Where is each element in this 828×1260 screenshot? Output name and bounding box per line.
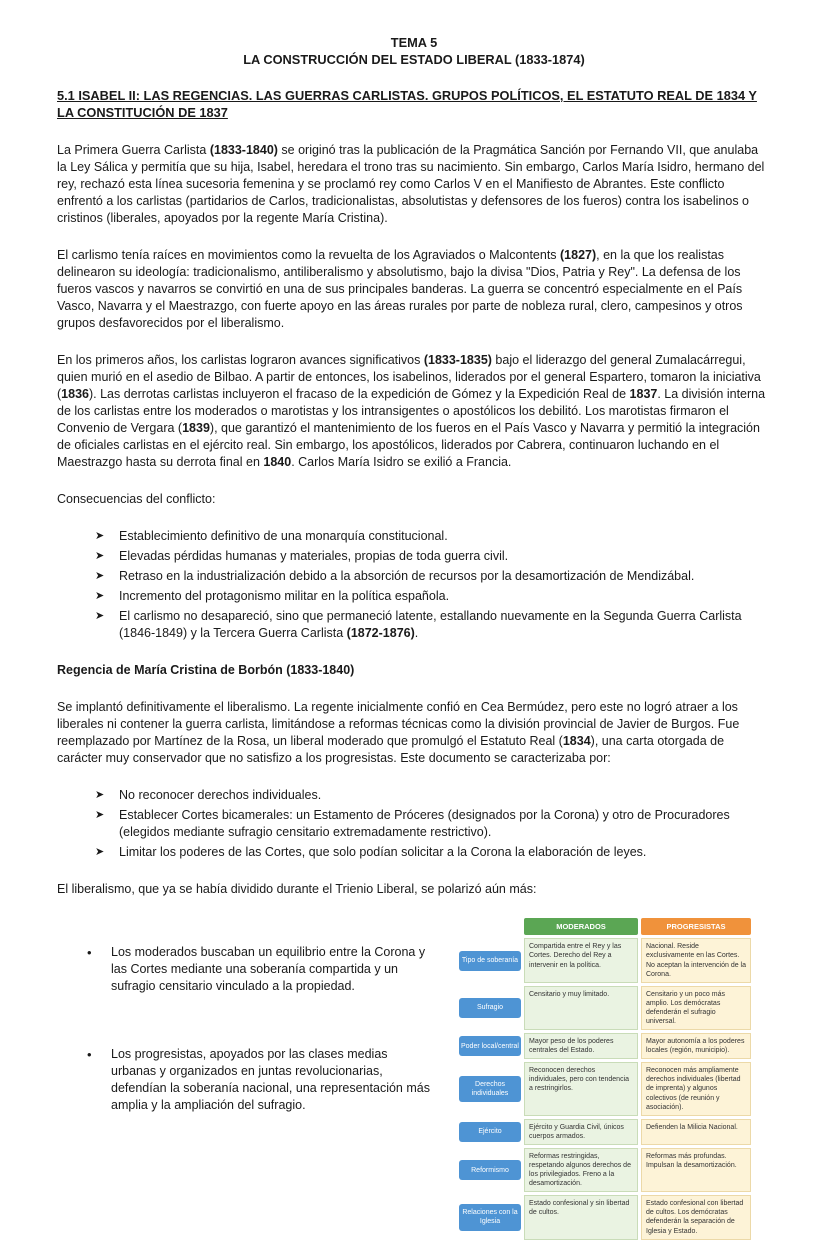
moderados-header: MODERADOS bbox=[524, 918, 638, 936]
row-label: Tipo de soberanía bbox=[459, 951, 521, 971]
moderados-bullet bbox=[87, 944, 433, 998]
list-item bbox=[95, 568, 771, 585]
row-label: Derechos individuales bbox=[459, 1076, 521, 1102]
title-line-2: LA CONSTRUCCIÓN DEL ESTADO LIBERAL (1833-1874) bbox=[243, 52, 585, 68]
polarization-bullets bbox=[57, 918, 433, 1117]
arrow-bullet-icon: ➤ bbox=[95, 788, 105, 801]
list-item-text: El carlismo no desapareció, sino que permaneció latente, estallando nuevamente en la Segunda Guerra Carlista (1846-1849) y la Tercera Guerra Carlista (1872-1876). bbox=[119, 608, 742, 640]
list-item bbox=[95, 528, 771, 545]
arrow-bullet-icon: ➤ bbox=[95, 589, 105, 602]
list-item bbox=[95, 844, 771, 861]
moderados-cell: Reformas restringidas, respetando algunos derechos de los privilegiados. Freno a la desamortización. bbox=[524, 1148, 638, 1192]
progresistas-cell: Mayor autonomía a los poderes locales (región, municipio). bbox=[641, 1033, 751, 1059]
paragraph-first-carlist-war: La Primera Guerra Carlista (1833-1840) se originó tras la publicación de la Pragmática Sanción por Fernando VII, que anulaba la Ley Sálica y permitía que su hija, Isabel, heredara el trono tras su nacimiento. Sin embargo, Carlos María Isidro, hermano del rey, rechazó esta línea sucesoria femenina y se proclamó rey como Carlos V en el Manifiesto de Abrantes. Este conflicto enfrentó a los carlistas (partidarios de Carlos, tradicionalistas, absolutistas y defensores de los fueros) contra los isabelinos o cristinos (liberales, apoyados por la regente María Cristina). bbox=[57, 142, 765, 225]
paragraph-regency: Se implantó definitivamente el liberalismo. La regente inicialmente confió en Cea Bermúdez, pero este no logró atraer a los liberales ni contener la guerra carlista, limitándose a reformas técnicas como la división provincial de Javier de Burgos. Fue reemplazado por Martínez de la Rosa, un liberal moderado que promulgó el Estatuto Real (1834), una carta otorgada de carácter muy conservador que no satisfizo a los progresistas. Este documento se caracterizaba por: bbox=[57, 699, 740, 765]
list-item bbox=[87, 944, 433, 995]
paragraph-war-development: En los primeros años, los carlistas lograron avances significativos (1833-1835) bajo el liderazgo del general Zumalacárregui, quien murió en el asedio de Bilbao. A partir de entonces, los isabelinos, liderados por el general Espartero, tomaron la iniciativa (1836). Las derrotas carlistas incluyeron el fracaso de la expedición de Gómez y la Expedición Real de 1837. La división interna de los carlistas entre los moderados o marotistas y los intransigentes o apostólicos los debilitó. Los marotistas firmaron el Convenio de Vergara (1839), que garantizó el mantenimiento de los fueros en el País Vasco y Navarra y permitió la integración de oficiales carlistas en el ejército real. Sin embargo, los apostólicos, liderados por Cabrera, continuaron luchando en el Maestrazgo hasta su derrota final en 1840. Carlos María Isidro se exilió a Francia. bbox=[57, 352, 766, 469]
list-item-text: Los moderados buscaban un equilibrio entre la Corona y las Cortes mediante una soberanía compartida y un sufragio censitario vinculado a la propiedad. bbox=[111, 944, 426, 993]
paragraph-liberalism-split: El liberalismo, que ya se había dividido durante el Trienio Liberal, se polarizó aún más: bbox=[57, 881, 537, 896]
list-item bbox=[95, 608, 771, 642]
progresistas-cell: Defienden la Milicia Nacional. bbox=[641, 1119, 751, 1145]
list-item-text: Limitar los poderes de las Cortes, que solo podían solicitar a la Corona la elaboración de leyes. bbox=[119, 844, 647, 859]
moderados-cell: Mayor peso de los poderes centrales del Estado. bbox=[524, 1033, 638, 1059]
list-item-text: Los progresistas, apoyados por las clases medias urbanas y organizados en juntas revolucionarias, defendían la soberanía nacional, una representación más amplia y la ampliación del sufragio. bbox=[111, 1046, 430, 1112]
polarization-section bbox=[57, 918, 771, 1240]
row-label: Relaciones con la Iglesia bbox=[459, 1204, 521, 1230]
document-title bbox=[57, 34, 771, 69]
list-item-text: No reconocer derechos individuales. bbox=[119, 787, 322, 802]
list-item-text: Establecimiento definitivo de una monarquía constitucional. bbox=[119, 528, 448, 543]
moderados-cell: Estado confesional y sin libertad de cultos. bbox=[524, 1195, 638, 1239]
list-item-text: Establecer Cortes bicamerales: un Estamento de Próceres (designados por la Corona) y otro de Procuradores (elegidos mediante sufragio censitario extremadamente restrictivo). bbox=[119, 807, 730, 839]
row-label: Reformismo bbox=[459, 1160, 521, 1180]
table-corner bbox=[459, 918, 521, 936]
arrow-bullet-icon: ➤ bbox=[95, 609, 105, 622]
row-label: Poder local/central bbox=[459, 1036, 521, 1056]
arrow-bullet-icon: ➤ bbox=[95, 529, 105, 542]
progresistas-cell: Censitario y un poco más amplio. Los demócratas defenderán el sufragio universal. bbox=[641, 986, 751, 1030]
estatuto-list bbox=[95, 787, 771, 861]
arrow-bullet-icon: ➤ bbox=[95, 549, 105, 562]
list-item-text: Incremento del protagonismo militar en la política española. bbox=[119, 588, 450, 603]
list-item-text: Elevadas pérdidas humanas y materiales, propias de toda guerra civil. bbox=[119, 548, 509, 563]
list-item bbox=[95, 548, 771, 565]
arrow-bullet-icon: ➤ bbox=[95, 845, 105, 858]
progresistas-cell: Reformas más profundas. Impulsan la desamortización. bbox=[641, 1148, 751, 1192]
paragraph-carlism-roots: El carlismo tenía raíces en movimientos como la revuelta de los Agraviados o Malcontents (1827), en la que los realistas delinearon su ideología: tradicionalismo, antiliberalismo y absolutismo, bajo la divisa "Dios, Patria y Rey". La defensa de los fueros vascos y navarros se convirtió en una de sus principales banderas. La guerra se concentró especialmente en el País Vasco, Navarra y el Maestrazgo, con fuerte apoyo en las áreas rurales por parte de nobleza rural, clero, campesinos y otros grupos desfavorecidos por el liberalismo. bbox=[57, 247, 743, 330]
list-item bbox=[95, 807, 771, 841]
moderados-cell: Ejército y Guardia Civil, únicos cuerpos armados. bbox=[524, 1119, 638, 1145]
row-label: Sufragio bbox=[459, 998, 521, 1018]
moderados-cell: Censitario y muy limitado. bbox=[524, 986, 638, 1030]
list-item-text: Retraso en la industrialización debido a la absorción de recursos por la desamortización de Mendizábal. bbox=[119, 568, 695, 583]
arrow-bullet-icon: ➤ bbox=[95, 808, 105, 821]
list-item bbox=[87, 1046, 433, 1114]
row-label: Ejército bbox=[459, 1122, 521, 1142]
moderados-cell: Reconocen derechos individuales, pero con tendencia a restringirlos. bbox=[524, 1062, 638, 1115]
progresistas-cell: Reconocen más ampliamente derechos individuales (libertad de imprenta) y algunos colectivos (de reunión y asociación). bbox=[641, 1062, 751, 1115]
list-item bbox=[95, 787, 771, 804]
dot-bullet-icon: • bbox=[87, 1046, 92, 1062]
progresistas-cell: Estado confesional con libertad de cultos. Los demócratas defenderán la separación de Iglesia y Estado. bbox=[641, 1195, 751, 1239]
progresistas-header: PROGRESISTAS bbox=[641, 918, 751, 936]
consequences-intro: Consecuencias del conflicto: bbox=[57, 491, 216, 506]
list-item bbox=[95, 588, 771, 605]
progresistas-bullet bbox=[87, 1046, 433, 1117]
arrow-bullet-icon: ➤ bbox=[95, 569, 105, 582]
consequences-list bbox=[95, 528, 771, 642]
comparison-table bbox=[459, 918, 771, 1240]
title-line-1: TEMA 5 bbox=[390, 35, 438, 50]
moderados-cell: Compartida entre el Rey y las Cortes. Derecho del Rey a intervenir en la política. bbox=[524, 938, 638, 982]
progresistas-cell: Nacional. Reside exclusivamente en las Cortes. No aceptan la intervención de la Corona. bbox=[641, 938, 751, 982]
dot-bullet-icon: • bbox=[87, 944, 92, 960]
section-heading: 5.1 ISABEL II: LAS REGENCIAS. LAS GUERRAS CARLISTAS. GRUPOS POLÍTICOS, EL ESTATUTO REAL DE 1834 Y LA CONSTITUCIÓN DE 1837 bbox=[57, 87, 757, 121]
regencia-heading: Regencia de María Cristina de Borbón (1833-1840) bbox=[57, 662, 355, 677]
